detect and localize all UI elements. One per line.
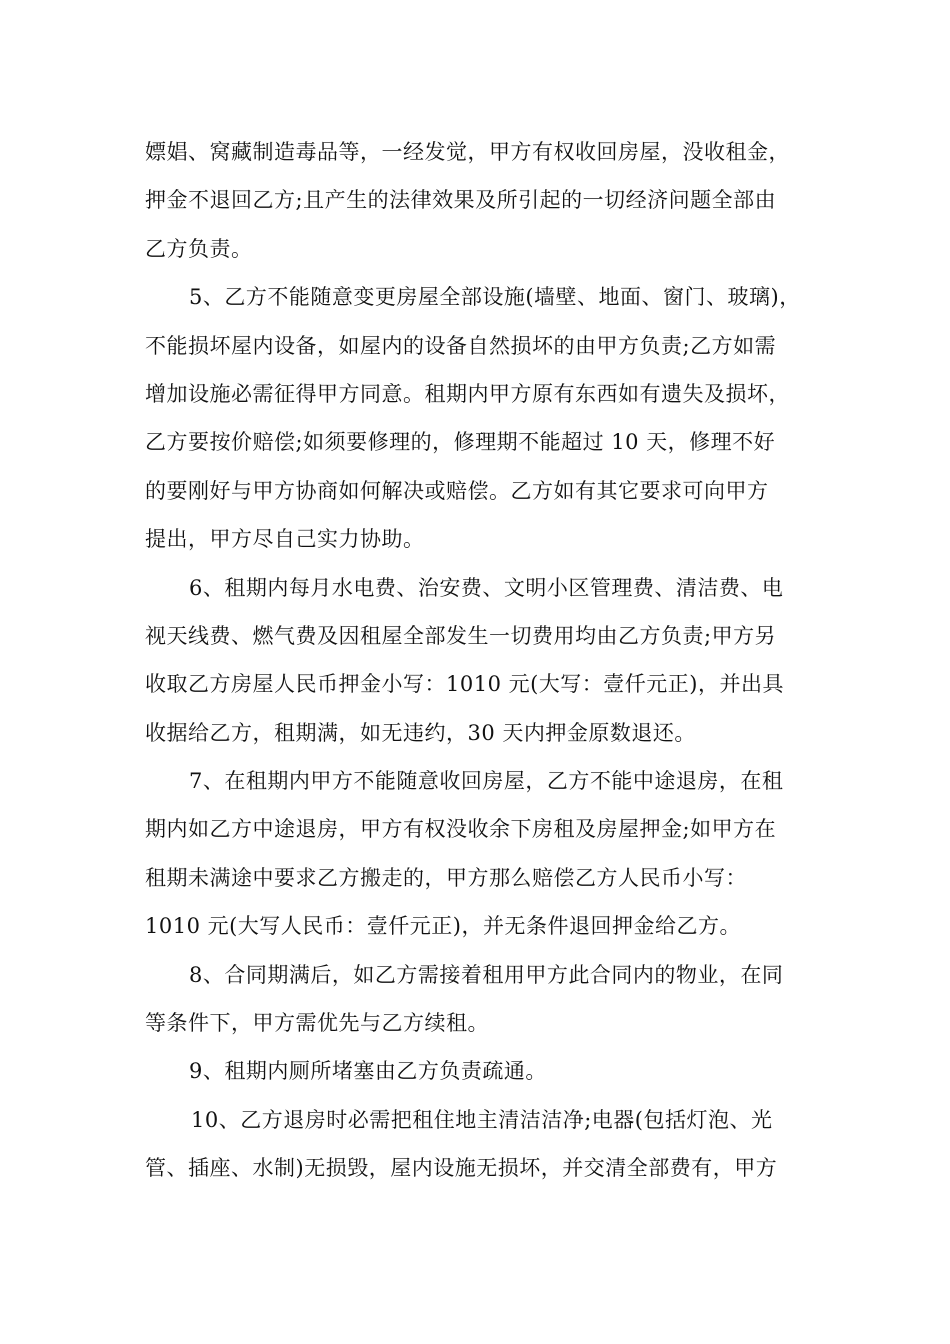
text-line: 的要刚好与甲方协商如何解决或赔偿。乙方如有其它要求可向甲方 bbox=[145, 478, 769, 503]
text-line: 租期未满途中要求乙方搬走的，甲方那么赔偿乙方人民币小写： bbox=[145, 865, 747, 890]
text-line: 等条件下，甲方需优先与乙方续租。 bbox=[145, 1011, 489, 1036]
clause-6-line: 6、租期内每月水电费、治安费、文明小区管理费、清洁费、电 bbox=[189, 575, 784, 600]
text-line: 1010 元(大写人民币：壹仟元正)，并无条件退回押金给乙方。 bbox=[145, 914, 742, 939]
clause-10-line: 10、乙方退房时必需把租住地主清洁洁净;电器(包括灯泡、光 bbox=[191, 1107, 773, 1132]
text-line: 乙方要按价赔偿;如须要修理的，修理期不能超过 10 天，修理不好 bbox=[145, 430, 776, 455]
text-line: 提出，甲方尽自己实力协助。 bbox=[145, 527, 425, 552]
text-line: 期内如乙方中途退房，甲方有权没收余下房租及房屋押金;如甲方在 bbox=[145, 817, 777, 842]
text-line: 收据给乙方，租期满，如无违约，30 天内押金原数退还。 bbox=[145, 720, 696, 745]
text-line: 嫖娼、窝藏制造毒品等，一经发觉，甲方有权收回房屋，没收租金， bbox=[145, 140, 790, 164]
clause-8-line: 8、合同期满后，如乙方需接着租用甲方此合同内的物业，在同 bbox=[189, 962, 784, 987]
text-line: 管、插座、水制)无损毁，屋内设施无损坏，并交清全部费有，甲方 bbox=[145, 1156, 778, 1181]
text-line: 增加设施必需征得甲方同意。租期内甲方原有东西如有遗失及损坏， bbox=[145, 381, 790, 406]
clause-5-line: 5、乙方不能随意变更房屋全部设施(墙壁、地面、窗门、玻璃)， bbox=[189, 285, 801, 310]
clause-7-line: 7、在租期内甲方不能随意收回房屋，乙方不能中途退房，在租 bbox=[189, 769, 784, 794]
text-line: 视天线费、燃气费及因租屋全部发生一切费用均由乙方负责;甲方另 bbox=[145, 623, 777, 648]
clause-9-line: 9、租期内厕所堵塞由乙方负责疏通。 bbox=[189, 1059, 547, 1084]
document-body bbox=[145, 128, 810, 1193]
text-line: 押金不退回乙方;且产生的法律效果及所引起的一切经济问题全部由 bbox=[145, 188, 777, 213]
text-line: 收取乙方房屋人民币押金小写：1010 元(大写：壹仟元正)，并出具 bbox=[145, 672, 785, 697]
text-line: 不能损坏屋内设备，如屋内的设备自然损坏的由甲方负责;乙方如需 bbox=[145, 333, 777, 358]
text-line: 乙方负责。 bbox=[145, 236, 253, 261]
